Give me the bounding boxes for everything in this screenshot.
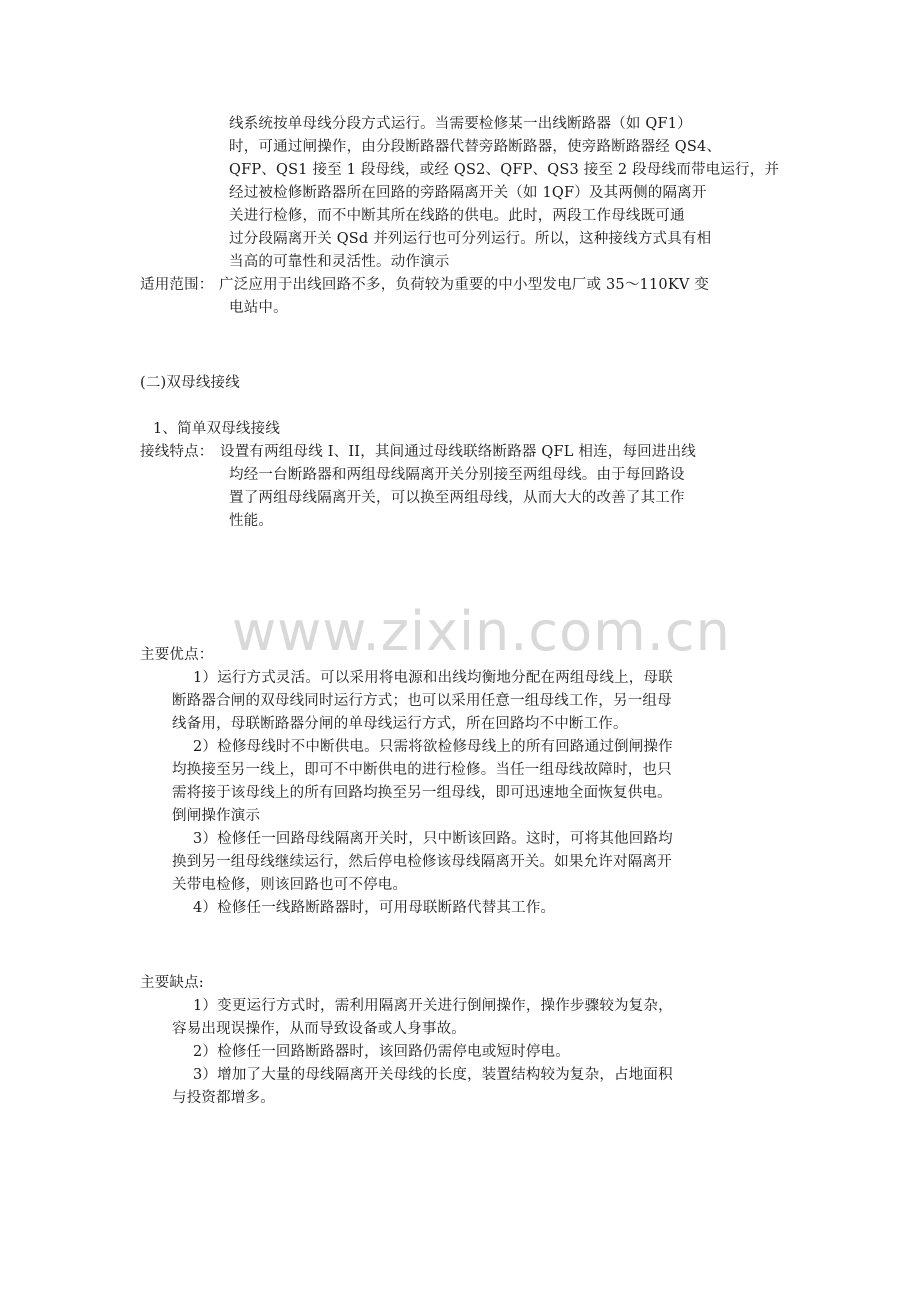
features-line: 设置有两组母线 I、II，其间通过母线联络断路器 QFL 相连，每回进出线 [220,444,696,460]
intro-line: 过分段隔离开关 QSd 并列运行也可分列运行。所以，这种接线方式具有相 [229,231,712,247]
advantage-line: 换到另一组母线继续运行，然后停电检修该母线隔离开关。如果允许对隔离开 [172,854,672,870]
intro-line: QFP、QS1 接至 1 段母线，或经 QS2、QFP、QS3 接至 2 段母线而带电运行，并 [229,162,780,178]
disadvantages-heading: 主要缺点: [140,975,204,991]
advantage-line: 均换接至另一线上，即可不中断供电的进行检修。当任一组母线故障时，也只 [172,762,672,778]
advantage-line: 4）检修任一线路断路器时，可用母联断路代替其工作。 [193,900,556,916]
features-line: 置了两组母线隔离开关，可以换至两组母线，从而大大的改善了其工作 [229,490,685,506]
advantage-line: 倒闸操作演示 [172,808,261,824]
subsection-title: 1、简单双母线接线 [153,421,281,437]
advantage-line: 1）运行方式灵活。可以采用将电源和出线均衡地分配在两组母线上，母联 [193,670,673,686]
advantages-heading: 主要优点： [140,647,214,663]
advantage-line: 关带电检修，则该回路也可不停电。 [172,877,408,893]
watermark: www.zixin.com.cn [232,600,731,663]
section-title: (二)双母线接线 [140,375,240,391]
intro-line: 当高的可靠性和灵活性。动作演示 [229,254,450,270]
disadvantage-line: 容易出现误操作，从而导致设备或人身事故。 [172,1021,466,1037]
advantage-line: 线备用，母联断路器分闸的单母线运行方式，所在回路均不中断工作。 [172,716,628,732]
scope-label: 适用范围： [140,277,214,293]
intro-line: 线系统按单母线分段方式运行。当需要检修某一出线断路器（如 QF1） [229,116,692,132]
features-label: 接线特点： [140,444,214,460]
intro-line: 时，可通过闸操作，由分段断路器代替旁路断路器，使旁路断路器经 QS4、 [229,139,722,155]
disadvantage-line: 3）增加了大量的母线隔离开关母线的长度，装置结构较为复杂，占地面积 [193,1067,673,1083]
advantage-line: 断路器合闸的双母线同时运行方式；也可以采用任意一组母线工作，另一组母 [172,693,672,709]
scope-line: 电站中。 [229,300,288,316]
advantage-line: 2）检修母线时不中断供电。只需将欲检修母线上的所有回路通过倒闸操作 [193,739,673,755]
disadvantage-line: 1）变更运行方式时，需利用隔离开关进行倒闸操作，操作步骤较为复杂， [193,998,673,1014]
features-line: 均经一台断路器和两组母线隔离开关分别接至两组母线。由于每回路设 [229,467,685,483]
disadvantage-line: 2）检修任一回路断路器时，该回路仍需停电或短时停电。 [193,1044,570,1060]
intro-line: 经过被检修断路器所在回路的旁路隔离开关（如 1QF）及其两侧的隔离开 [229,185,707,201]
advantage-line: 需将接于该母线上的所有回路均换至另一组母线，即可迅速地全面恢复供电。 [172,785,672,801]
scope-line: 广泛应用于出线回路不多，负荷较为重要的中小型发电厂或 35～110KV 变 [219,277,710,293]
advantage-line: 3）检修任一回路母线隔离开关时，只中断该回路。这时，可将其他回路均 [193,831,673,847]
features-line: 性能。 [229,513,274,529]
intro-line: 关进行检修，而不中断其所在线路的供电。此时，两段工作母线既可通 [229,208,685,224]
disadvantage-line: 与投资都增多。 [172,1090,275,1106]
